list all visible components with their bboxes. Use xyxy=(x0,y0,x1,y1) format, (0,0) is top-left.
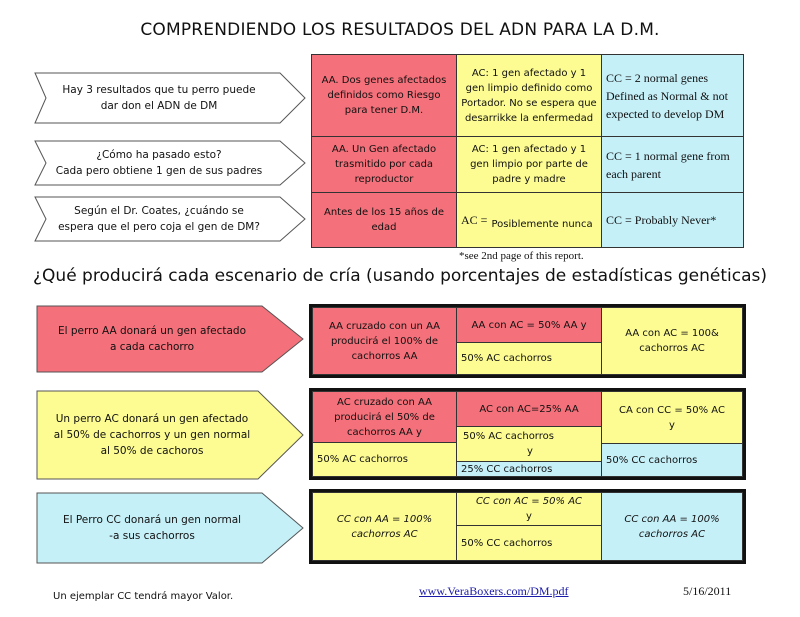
cc-x-ac-line-2: y xyxy=(526,511,532,522)
ac-donor-arrow xyxy=(36,390,304,480)
ac-result-cell: AC: 1 gen afectado y 1 gen limpio definido como Portador. No se espera que desarrikke la enfermedad xyxy=(456,54,602,137)
arrow-2-line-2: Cada pero obtiene 1 gen de sus padres xyxy=(55,165,263,177)
ac-x-cc-cell-bottom: 50% CC cachorros xyxy=(601,443,743,477)
ac-x-cc-cell-top xyxy=(601,391,743,444)
ac-origin-cell: AC: 1 gen afectado y 1 gen limpio por parte de padre y madre xyxy=(456,136,602,193)
arrow-3-line-1: Según el Dr. Coates, ¿cuándo se xyxy=(74,204,244,217)
ac-x-ac-line-2: y xyxy=(527,446,533,457)
footnote: *see 2nd page of this report. xyxy=(459,250,584,262)
ac-x-ac-cell-2 xyxy=(456,426,602,462)
info-arrow-1 xyxy=(34,72,306,124)
arrow-2-line-1: ¿Cómo ha pasado esto? xyxy=(96,148,222,161)
cc-x-ac-cell-bottom: 50% CC cachorros xyxy=(456,525,602,561)
arrow-3-line-2: espera que el pero coja el gen de DM? xyxy=(58,221,260,233)
ac-x-ac-cell-3: 25% CC cachorros xyxy=(456,461,602,477)
report-date: 5/16/2011 xyxy=(683,584,732,598)
ac-onset-prefix: AC = xyxy=(461,213,488,227)
info-arrow-3 xyxy=(34,196,306,242)
aa-origin-cell: AA. Un Gen afectado trasmitido por cada reproductor xyxy=(311,136,457,193)
cc-onset-cell: CC = Probably Never* xyxy=(601,192,744,248)
source-link[interactable]: www.VeraBoxers.com/DM.pdf xyxy=(419,584,569,598)
ac-donor-line-2: al 50% de cachorros y un gen normal xyxy=(53,428,251,441)
aa-donor-arrow xyxy=(36,305,304,373)
aa-donor-line-2: a cada cachorro xyxy=(109,341,195,353)
page-title: COMPRENDIENDO LOS RESULTADOS DEL ADN PARA LA D.M. xyxy=(140,20,660,40)
ac-x-cc-line-2: y xyxy=(669,419,675,431)
cc-donor-line-1: El Perro CC donará un gen normal xyxy=(62,513,242,526)
ac-x-ac-cell-1: AC con AC=25% AA xyxy=(456,391,602,427)
cc-x-aa-cell: CC con AA = 100% cachorros AC xyxy=(312,492,457,561)
cc-origin-cell: CC = 1 normal gene from each parent xyxy=(601,136,744,193)
aa-onset-cell: Antes de los 15 años de edad xyxy=(311,192,457,248)
cc-x-ac-line-1: CC con AC = 50% AC xyxy=(475,496,583,507)
ac-donor-line-3: al 50% de cachoros xyxy=(100,445,204,458)
aa-x-ac-cell-bottom: 50% AC cachorros xyxy=(456,342,602,375)
aa-x-ac-cell-top: AA con AC = 50% AA y xyxy=(456,307,602,343)
info-arrow-2 xyxy=(34,140,306,186)
ac-x-aa-cell-bottom: 50% AC cachorros xyxy=(312,442,457,477)
cc-x-ac-cell-top xyxy=(456,492,602,526)
aa-donor-line-1: El perro AA donará un gen afectado xyxy=(57,324,247,337)
footer-note: Un ejemplar CC tendrá mayor Valor. xyxy=(53,591,234,602)
cc-donor-line-2: -a sus cachorros xyxy=(109,530,195,542)
cc-x-cc-cell: CC con AA = 100% cachorros AC xyxy=(601,492,743,561)
aa-x-aa-cell: AA cruzado con un AA producirá el 100% de cachorros AA xyxy=(312,307,457,375)
arrow-1-line-2: dar don el ADN de DM xyxy=(100,100,218,112)
cc-donor-arrow xyxy=(36,492,304,564)
cc-result-cell: CC = 2 normal genes Defined as Normal & not expected to develop DM xyxy=(601,54,744,137)
ac-x-aa-cell-top: AC cruzado con AA producirá el 50% de cachorros AA y xyxy=(312,391,457,443)
arrow-1-line-1: Hay 3 resultados que tu perro puede xyxy=(62,83,256,96)
ac-x-cc-line-1: CA con CC = 50% AC xyxy=(619,404,725,416)
ac-onset-cell xyxy=(456,192,602,248)
ac-x-ac-line-1: 50% AC cachorros xyxy=(463,431,554,442)
aa-result-cell: AA. Dos genes afectados definidos como Riesgo para tener D.M. xyxy=(311,54,457,137)
aa-x-cc-cell: AA con AC = 100& cachorros AC xyxy=(601,307,743,375)
ac-donor-line-1: Un perro AC donará un gen afectado xyxy=(55,412,249,425)
ac-onset-value: Posiblemente nunca xyxy=(491,218,593,230)
section-subtitle: ¿Qué producirá cada escenario de cría (usando porcentajes de estadísticas genéticas) xyxy=(33,266,767,286)
